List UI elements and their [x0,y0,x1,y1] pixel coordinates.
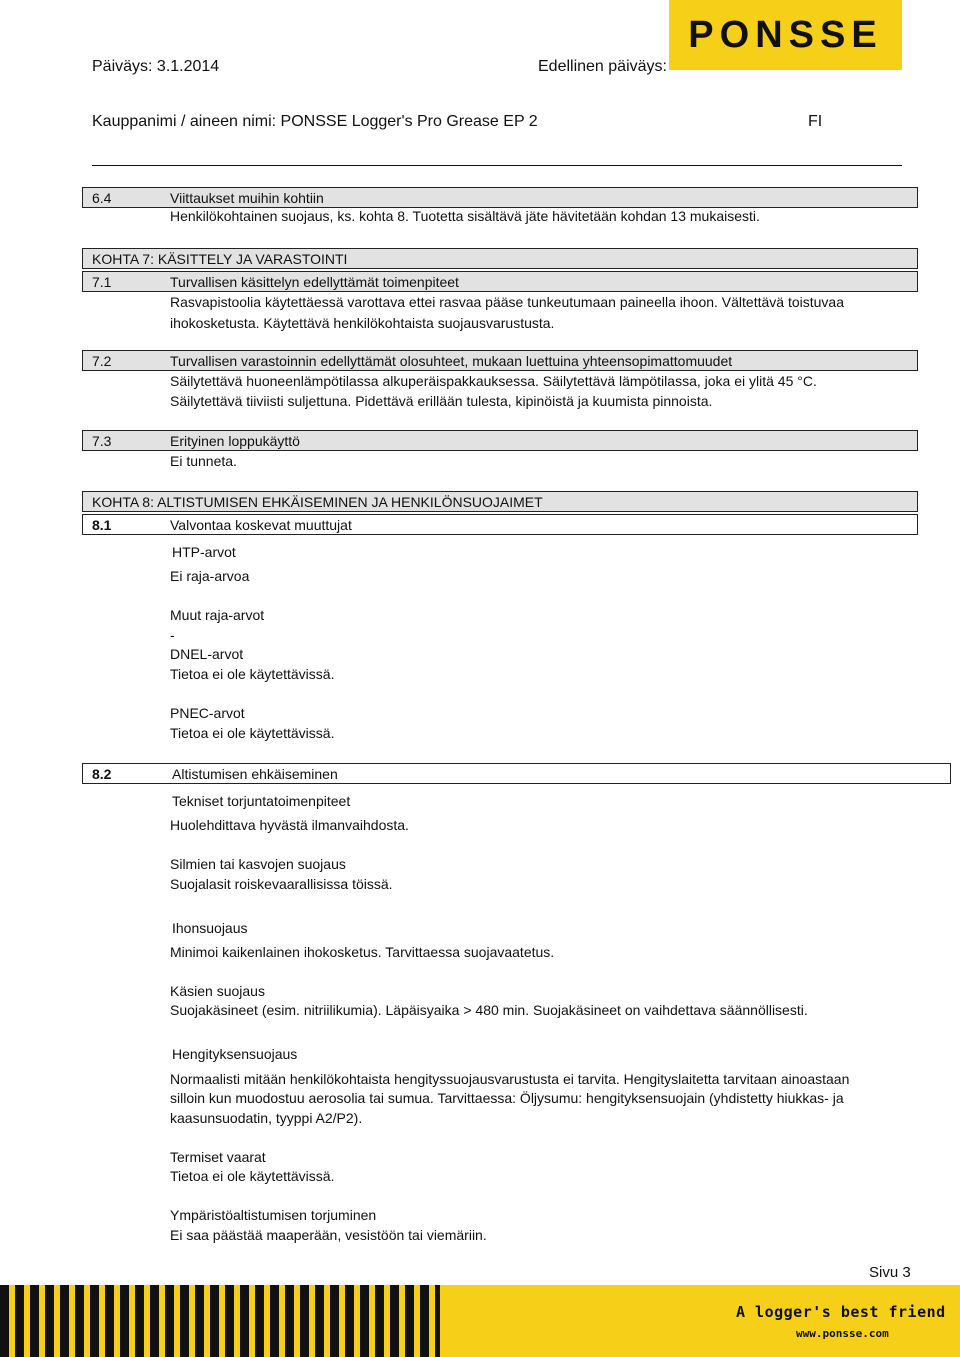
ymparisto-text: Ei saa päästää maaperään, vesistöön tai viemäriin. [170,1227,487,1243]
kasien-text: Suojakäsineet (esim. nitriilikumia). Läpäisyaika > 480 min. Suojakäsineet on vaihdettava säännöllisesti. [170,1002,808,1018]
silmien-heading: Silmien tai kasvojen suojaus [170,856,346,872]
chapter-title: KOHTA 8: ALTISTUMISEN EHKÄISEMINEN JA HENKILÖNSUOJAIMET [92,494,543,510]
hengitys-text: Normaalisti mitään henkilökohtaista hengityssuojausvarustusta ei tarvita. Hengityslaitetta tarvitaan ainoastaan [170,1071,850,1087]
section-number: 7.2 [92,353,112,369]
date-label: Päiväys: 3.1.2014 [92,58,220,75]
ihonsuojaus-text: Minimoi kaikenlainen ihokosketus. Tarvittaessa suojavaatetus. [170,944,555,960]
language-code: FI [808,113,823,130]
muut-heading: Muut raja-arvot [170,607,265,623]
header-rule [92,165,902,166]
termiset-heading: Termiset vaarat [170,1149,266,1165]
hengitys-heading: Hengityksensuojaus [172,1046,298,1062]
pnec-text: Tietoa ei ole käytettävissä. [170,725,335,741]
product-name-label: Kauppanimi / aineen nimi: PONSSE Logger's Pro Grease EP 2 [92,113,538,130]
previous-date-label: Edellinen päiväys: [538,58,667,75]
section-number: 8.1 [92,517,112,533]
section-number: 7.1 [92,274,112,290]
section-number: 7.3 [92,433,112,449]
barcode-stripes [0,1285,440,1357]
section-title: Turvallisen varastoinnin edellyttämät olosuhteet, mukaan luettuina yhteensopimattomuudet [170,353,733,369]
tekniset-text: Huolehdittava hyvästä ilmanvaihdosta. [170,817,409,833]
footer-slogan: A logger's best friend [736,1303,946,1321]
section-number: 6.4 [92,190,112,206]
muut-text: - [170,627,175,643]
section-text: ihokosketusta. Käytettävä henkilökohtaista suojausvarustusta. [170,315,555,331]
ponsse-logo [669,0,902,70]
kasien-heading: Käsien suojaus [170,983,265,999]
hengitys-text: silloin kun muodostuu aerosolia tai sumua. Tarvittaessa: Öljysumu: hengityksensuojain (yhdistetty hiukkas- ja [170,1090,844,1106]
dnel-text: Tietoa ei ole käytettävissä. [170,666,335,682]
section-text: Ei tunneta. [170,453,237,469]
htp-text: Ei raja-arvoa [170,568,250,584]
logo-text: PONSSE [688,13,883,56]
tekniset-heading: Tekniset torjuntatoimenpiteet [172,793,351,809]
section-title: Turvallisen käsittelyn edellyttämät toimenpiteet [170,274,459,290]
hengitys-text: kaasunsuodatin, tyyppi A2/P2). [170,1110,363,1126]
footer-url[interactable]: www.ponsse.com [796,1327,889,1340]
dnel-heading: DNEL-arvot [170,646,244,662]
ihonsuojaus-heading: Ihonsuojaus [172,920,248,936]
silmien-text: Suojalasit roiskevaarallisissa töissä. [170,876,393,892]
termiset-text: Tietoa ei ole käytettävissä. [170,1168,335,1184]
page-number: Sivu 3 [869,1264,911,1281]
section-title: Erityinen loppukäyttö [170,433,300,449]
chapter-title: KOHTA 7: KÄSITTELY JA VARASTOINTI [92,251,348,267]
section-text: Henkilökohtainen suojaus, ks. kohta 8. Tuotetta sisältävä jäte hävitetään kohdan 13 mukaisesti. [170,208,760,224]
htp-heading: HTP-arvot [172,544,236,560]
section-title: Altistumisen ehkäiseminen [172,766,338,782]
ymparisto-heading: Ympäristöaltistumisen torjuminen [170,1207,377,1223]
section-number: 8.2 [92,766,112,782]
section-text: Säilytettävä huoneenlämpötilassa alkuperäispakkauksessa. Säilytettävä lämpötilassa, joka ei ylitä 45 °C. [170,373,817,389]
section-title: Valvontaa koskevat muuttujat [170,517,352,533]
pnec-heading: PNEC-arvot [170,705,245,721]
section-title: Viittaukset muihin kohtiin [170,190,324,206]
section-text: Rasvapistoolia käytettäessä varottava ettei rasvaa pääse tunkeutumaan paineella ihoon. Vältettävä toistuvaa [170,294,844,310]
footer-band [0,1285,960,1357]
section-text: Säilytettävä tiiviisti suljettuna. Pidettävä erillään tulesta, kipinöistä ja kuumista pinnoista. [170,393,713,409]
